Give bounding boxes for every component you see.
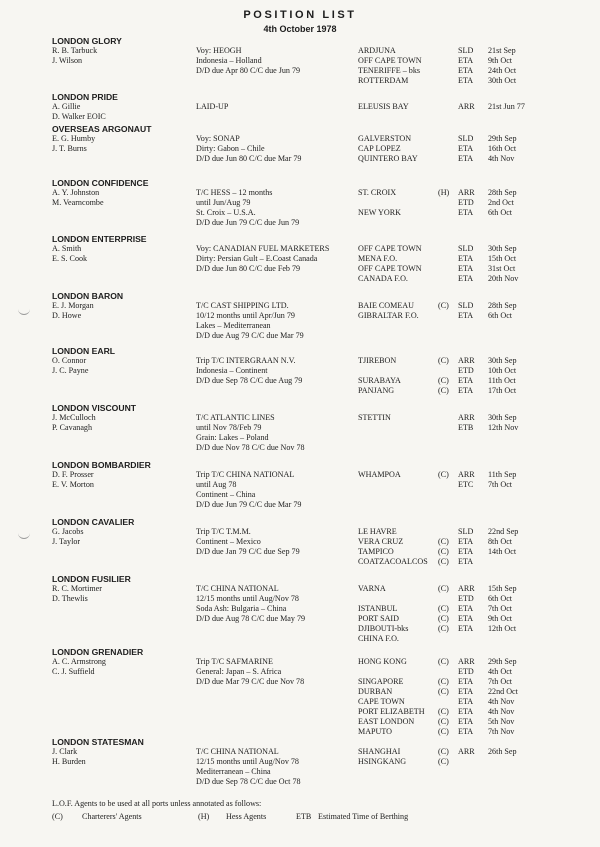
port-name: ST. CROIX <box>358 188 397 197</box>
ship-name: LONDON VISCOUNT <box>52 403 137 413</box>
port-date: 9th Oct <box>488 56 513 65</box>
port-name: SINGAPORE <box>358 677 404 686</box>
port-date: 21st Jun 77 <box>488 102 525 111</box>
port-date: 29th Sep <box>488 657 517 666</box>
port-name: CHINA F.O. <box>358 634 399 643</box>
officer-name: D. F. Prosser <box>52 470 94 479</box>
port-status: ETA <box>458 264 474 273</box>
officer-name: A. C. Armstrong <box>52 657 106 666</box>
port-date: 29th Sep <box>488 134 517 143</box>
ship-name: LONDON BOMBARDIER <box>52 460 151 470</box>
port-date: 4th Nov <box>488 707 515 716</box>
port-date: 11th Oct <box>488 376 516 385</box>
voyage-line: until Nov 78/Feb 79 <box>196 423 262 432</box>
voyage-line: St. Croix – U.S.A. <box>196 208 256 217</box>
voyage-line: 12/15 months until Aug/Nov 78 <box>196 594 299 603</box>
officer-name: M. Vearncombe <box>52 198 104 207</box>
ship-name: LONDON CAVALIER <box>52 517 135 527</box>
agent-code: (C) <box>438 537 449 546</box>
port-date: 5th Nov <box>488 717 515 726</box>
port-name: PORT SAID <box>358 614 399 623</box>
port-status: ETA <box>458 144 474 153</box>
agent-code: (C) <box>438 356 449 365</box>
voyage-line: Dirty: Persian Gult – E.Coast Canada <box>196 254 318 263</box>
officer-name: J. Clark <box>52 747 78 756</box>
officer-name: D. Thewlis <box>52 594 88 603</box>
port-status: ETA <box>458 727 474 736</box>
port-status: ETA <box>458 707 474 716</box>
voyage-line: D/D due Jan 79 C/C due Sep 79 <box>196 547 300 556</box>
officer-name: J. Taylor <box>52 537 81 546</box>
port-date: 24th Oct <box>488 66 517 75</box>
port-name: STETTIN <box>358 413 391 422</box>
port-name: HSINGKANG <box>358 757 407 766</box>
ship-name: LONDON ENTERPRISE <box>52 234 147 244</box>
port-date: 26th Sep <box>488 747 517 756</box>
port-date: 10th Oct <box>488 366 517 375</box>
agent-code: (C) <box>438 386 449 395</box>
port-status: ARR <box>458 657 475 666</box>
voyage-line: T/C ATLANTIC LINES <box>196 413 275 422</box>
voyage-line: D/D due Sep 78 C/C due Oct 78 <box>196 777 301 786</box>
port-name: ISTANBUL <box>358 604 398 613</box>
officer-name: D. Howe <box>52 311 82 320</box>
agent-code: (C) <box>438 584 449 593</box>
port-status: ETD <box>458 366 474 375</box>
port-name: SHANGHAI <box>358 747 401 756</box>
port-name: QUINTERO BAY <box>358 154 418 163</box>
port-name: TJIREBON <box>358 356 397 365</box>
voyage-line: Mediterranean – China <box>196 767 271 776</box>
port-date: 28th Sep <box>488 188 517 197</box>
port-date: 4th Nov <box>488 697 515 706</box>
port-status: SLD <box>458 301 474 310</box>
port-date: 11th Sep <box>488 470 517 479</box>
officer-name: R. B. Tarbuck <box>52 46 98 55</box>
agent-code: (H) <box>438 188 450 197</box>
page-title: POSITION LIST <box>243 9 357 21</box>
port-status: ETA <box>458 66 474 75</box>
legend-code-etb: ETB <box>296 812 312 821</box>
port-status: SLD <box>458 134 474 143</box>
agent-code: (C) <box>438 687 449 696</box>
port-date: 7th Oct <box>488 604 513 613</box>
port-status: SLD <box>458 244 474 253</box>
port-status: ETA <box>458 677 474 686</box>
ship-name: LONDON EARL <box>52 346 116 356</box>
port-status: ETA <box>458 376 474 385</box>
port-name: LE HAVRE <box>358 527 397 536</box>
voyage-line: Trip T/C CHINA NATIONAL <box>196 470 295 479</box>
officer-name: J. McCulloch <box>52 413 96 422</box>
port-name: NEW YORK <box>358 208 401 217</box>
port-name: TAMPICO <box>358 547 394 556</box>
officer-name: J. T. Burns <box>52 144 87 153</box>
officer-name: J. Wilson <box>52 56 83 65</box>
ship-name: LONDON STATESMAN <box>52 737 144 747</box>
port-status: ARR <box>458 413 475 422</box>
agent-code: (C) <box>438 657 449 666</box>
voyage-line: LAID-UP <box>196 102 229 111</box>
agent-code: (C) <box>438 747 449 756</box>
port-name: TENERIFFE – bks <box>358 66 421 75</box>
voyage-line: Trip T/C SAFMARINE <box>196 657 273 666</box>
port-name: EAST LONDON <box>358 717 415 726</box>
port-name: COATZACOALCOS <box>358 557 428 566</box>
agent-code: (C) <box>438 757 449 766</box>
port-status: ETA <box>458 537 474 546</box>
agent-code: (C) <box>438 547 449 556</box>
port-status: ARR <box>458 470 475 479</box>
port-name: CAPE TOWN <box>358 697 405 706</box>
legend-text-etb: Estimated Time of Berthing <box>318 812 409 821</box>
officer-name: G. Jacobs <box>52 527 84 536</box>
port-date: 30th Sep <box>488 244 517 253</box>
port-status: ETA <box>458 717 474 726</box>
port-date: 6th Oct <box>488 311 513 320</box>
voyage-line: T/C HESS – 12 months <box>196 188 273 197</box>
port-status: ETA <box>458 76 474 85</box>
officer-name: E. J. Morgan <box>52 301 94 310</box>
port-name: PANJANG <box>358 386 395 395</box>
port-date: 6th Oct <box>488 594 513 603</box>
punch-mark <box>18 530 30 539</box>
port-date: 12th Oct <box>488 624 517 633</box>
port-status: ARR <box>458 747 475 756</box>
port-name: ROTTERDAM <box>358 76 409 85</box>
footer-note: L.O.F. Agents to be used at all ports unless annotated as follows: <box>52 799 262 808</box>
voyage-line: Voy: HEOGH <box>196 46 242 55</box>
port-date: 22nd Oct <box>488 687 518 696</box>
officer-name: D. Walker EOIC <box>52 112 106 121</box>
agent-code: (C) <box>438 677 449 686</box>
voyage-line: T/C CHINA NATIONAL <box>196 584 279 593</box>
port-status: ETA <box>458 624 474 633</box>
port-status: ETA <box>458 614 474 623</box>
port-name: HONG KONG <box>358 657 407 666</box>
port-name: SURABAYA <box>358 376 401 385</box>
port-date: 8th Oct <box>488 537 513 546</box>
voyage-line: T/C CAST SHIPPING LTD. <box>196 301 289 310</box>
voyage-line: Grain: Lakes – Poland <box>196 433 269 442</box>
agent-code: (C) <box>438 604 449 613</box>
port-date: 12th Nov <box>488 423 519 432</box>
port-status: ETD <box>458 594 474 603</box>
voyage-line: D/D due Jun 79 C/C due Jun 79 <box>196 218 300 227</box>
port-status: ARR <box>458 584 475 593</box>
port-status: ETB <box>458 423 474 432</box>
port-date: 6th Oct <box>488 208 513 217</box>
port-date: 22nd Sep <box>488 527 519 536</box>
voyage-line: Soda Ash: Bulgaria – China <box>196 604 287 613</box>
voyage-line: D/D due Apr 80 C/C due Jun 79 <box>196 66 301 75</box>
voyage-line: Indonesia – Holland <box>196 56 262 65</box>
voyage-line: until Aug 78 <box>196 480 237 489</box>
port-name: MENA F.O. <box>358 254 398 263</box>
port-date: 2nd Oct <box>488 198 514 207</box>
voyage-line: Voy: CANADIAN FUEL MARKETERS <box>196 244 330 253</box>
port-status: ETA <box>458 208 474 217</box>
voyage-line: D/D due Nov 78 C/C due Nov 78 <box>196 443 305 452</box>
port-date: 7th Oct <box>488 677 513 686</box>
port-date: 9th Oct <box>488 614 513 623</box>
voyage-line: 10/12 months until Apr/Jun 79 <box>196 311 295 320</box>
port-status: ARR <box>458 356 475 365</box>
port-status: ETA <box>458 311 474 320</box>
port-name: OFF CAPE TOWN <box>358 244 422 253</box>
port-date: 14th Oct <box>488 547 517 556</box>
legend-text-c: Charterers' Agents <box>82 812 142 821</box>
port-date: 21st Sep <box>488 46 516 55</box>
officer-name: C. J. Suffield <box>52 667 95 676</box>
port-status: ETA <box>458 154 474 163</box>
agent-code: (C) <box>438 470 449 479</box>
port-status: ETA <box>458 56 474 65</box>
port-name: DJIBOUTI-bks <box>358 624 409 633</box>
agent-code: (C) <box>438 707 449 716</box>
port-date: 16th Oct <box>488 144 517 153</box>
port-status: ETA <box>458 274 474 283</box>
officer-name: E. V. Morton <box>52 480 94 489</box>
legend-code-h: (H) <box>198 812 210 821</box>
port-name: CANADA F.O. <box>358 274 408 283</box>
port-status: ARR <box>458 102 475 111</box>
officer-name: J. C. Payne <box>52 366 89 375</box>
port-name: OFF CAPE TOWN <box>358 56 422 65</box>
port-date: 15th Oct <box>488 254 517 263</box>
port-date: 4th Nov <box>488 154 515 163</box>
port-name: ELEUSIS BAY <box>358 102 409 111</box>
port-date: 30th Oct <box>488 76 517 85</box>
port-name: BAIE COMEAU <box>358 301 414 310</box>
ship-name: LONDON PRIDE <box>52 92 118 102</box>
voyage-line: Indonesia – Continent <box>196 366 268 375</box>
port-status: ETD <box>458 198 474 207</box>
ship-name: LONDON CONFIDENCE <box>52 178 149 188</box>
agent-code: (C) <box>438 557 449 566</box>
voyage-line: Lakes – Mediterranean <box>196 321 271 330</box>
voyage-line: Dirty: Gabon – Chile <box>196 144 265 153</box>
agent-code: (C) <box>438 376 449 385</box>
port-date: 30th Sep <box>488 356 517 365</box>
port-name: ARDJUNA <box>358 46 396 55</box>
port-status: ETA <box>458 557 474 566</box>
officer-name: A. Y. Johnston <box>52 188 100 197</box>
voyage-line: T/C CHINA NATIONAL <box>196 747 279 756</box>
officer-name: H. Burden <box>52 757 86 766</box>
port-date: 28th Sep <box>488 301 517 310</box>
port-name: GIBRALTAR F.O. <box>358 311 419 320</box>
port-name: VARNA <box>358 584 386 593</box>
port-date: 17th Oct <box>488 386 517 395</box>
port-date: 7th Nov <box>488 727 515 736</box>
port-status: ETA <box>458 254 474 263</box>
port-date: 30th Sep <box>488 413 517 422</box>
voyage-line: Voy: SONAP <box>196 134 240 143</box>
officer-name: O. Connor <box>52 356 87 365</box>
port-name: DURBAN <box>358 687 393 696</box>
officer-name: R. C. Mortimer <box>52 584 102 593</box>
voyage-line: D/D due Aug 79 C/C due Mar 79 <box>196 331 304 340</box>
voyage-line: D/D due Mar 79 C/C due Nov 78 <box>196 677 305 686</box>
voyage-line: 12/15 months until Aug/Nov 78 <box>196 757 299 766</box>
page-date: 4th October 1978 <box>263 24 337 34</box>
port-name: WHAMPOA <box>358 470 401 479</box>
officer-name: A. Smith <box>52 244 82 253</box>
voyage-line: until Jun/Aug 79 <box>196 198 251 207</box>
legend-text-h: Hess Agents <box>226 812 267 821</box>
voyage-line: Continent – Mexico <box>196 537 261 546</box>
punch-mark <box>18 306 30 315</box>
port-status: ETD <box>458 667 474 676</box>
port-status: ETA <box>458 547 474 556</box>
port-status: ARR <box>458 188 475 197</box>
port-status: ETC <box>458 480 474 489</box>
agent-code: (C) <box>438 717 449 726</box>
port-date: 15th Sep <box>488 584 517 593</box>
port-name: VERA CRUZ <box>358 537 404 546</box>
officer-name: A. Gillie <box>52 102 81 111</box>
port-status: ETA <box>458 386 474 395</box>
voyage-line: D/D due Jun 80 C/C due Feb 79 <box>196 264 301 273</box>
voyage-line: D/D due Sep 78 C/C due Aug 79 <box>196 376 303 385</box>
port-date: 31st Oct <box>488 264 516 273</box>
voyage-line: Trip T/C INTERGRAAN N.V. <box>196 356 296 365</box>
ship-name: LONDON GRENADIER <box>52 647 144 657</box>
port-name: MAPUTO <box>358 727 393 736</box>
port-status: ETA <box>458 687 474 696</box>
ship-name: LONDON FUSILIER <box>52 574 131 584</box>
port-name: OFF CAPE TOWN <box>358 264 422 273</box>
port-date: 7th Oct <box>488 480 513 489</box>
officer-name: P. Cavanagh <box>52 423 93 432</box>
agent-code: (C) <box>438 624 449 633</box>
port-status: ETA <box>458 697 474 706</box>
port-status: ETA <box>458 604 474 613</box>
port-name: CAP LOPEZ <box>358 144 401 153</box>
ship-name: LONDON GLORY <box>52 36 122 46</box>
agent-code: (C) <box>438 614 449 623</box>
voyage-line: D/D due Aug 78 C/C due May 79 <box>196 614 306 623</box>
voyage-line: General: Japan – S. Africa <box>196 667 282 676</box>
ship-name: OVERSEAS ARGONAUT <box>52 124 152 134</box>
agent-code: (C) <box>438 727 449 736</box>
voyage-line: Trip T/C T.M.M. <box>196 527 251 536</box>
officer-name: E. G. Humby <box>52 134 96 143</box>
agent-code: (C) <box>438 301 449 310</box>
port-name: PORT ELIZABETH <box>358 707 425 716</box>
legend-code-c: (C) <box>52 812 63 821</box>
port-name: GALVERSTON <box>358 134 412 143</box>
port-status: SLD <box>458 46 474 55</box>
port-date: 20th Nov <box>488 274 519 283</box>
voyage-line: D/D due Jun 80 C/C due Mar 79 <box>196 154 302 163</box>
port-date: 4th Oct <box>488 667 513 676</box>
port-status: SLD <box>458 527 474 536</box>
voyage-line: D/D due Jun 79 C/C due Mar 79 <box>196 500 302 509</box>
officer-name: E. S. Cook <box>52 254 88 263</box>
voyage-line: Continent – China <box>196 490 256 499</box>
ship-name: LONDON BARON <box>52 291 124 301</box>
